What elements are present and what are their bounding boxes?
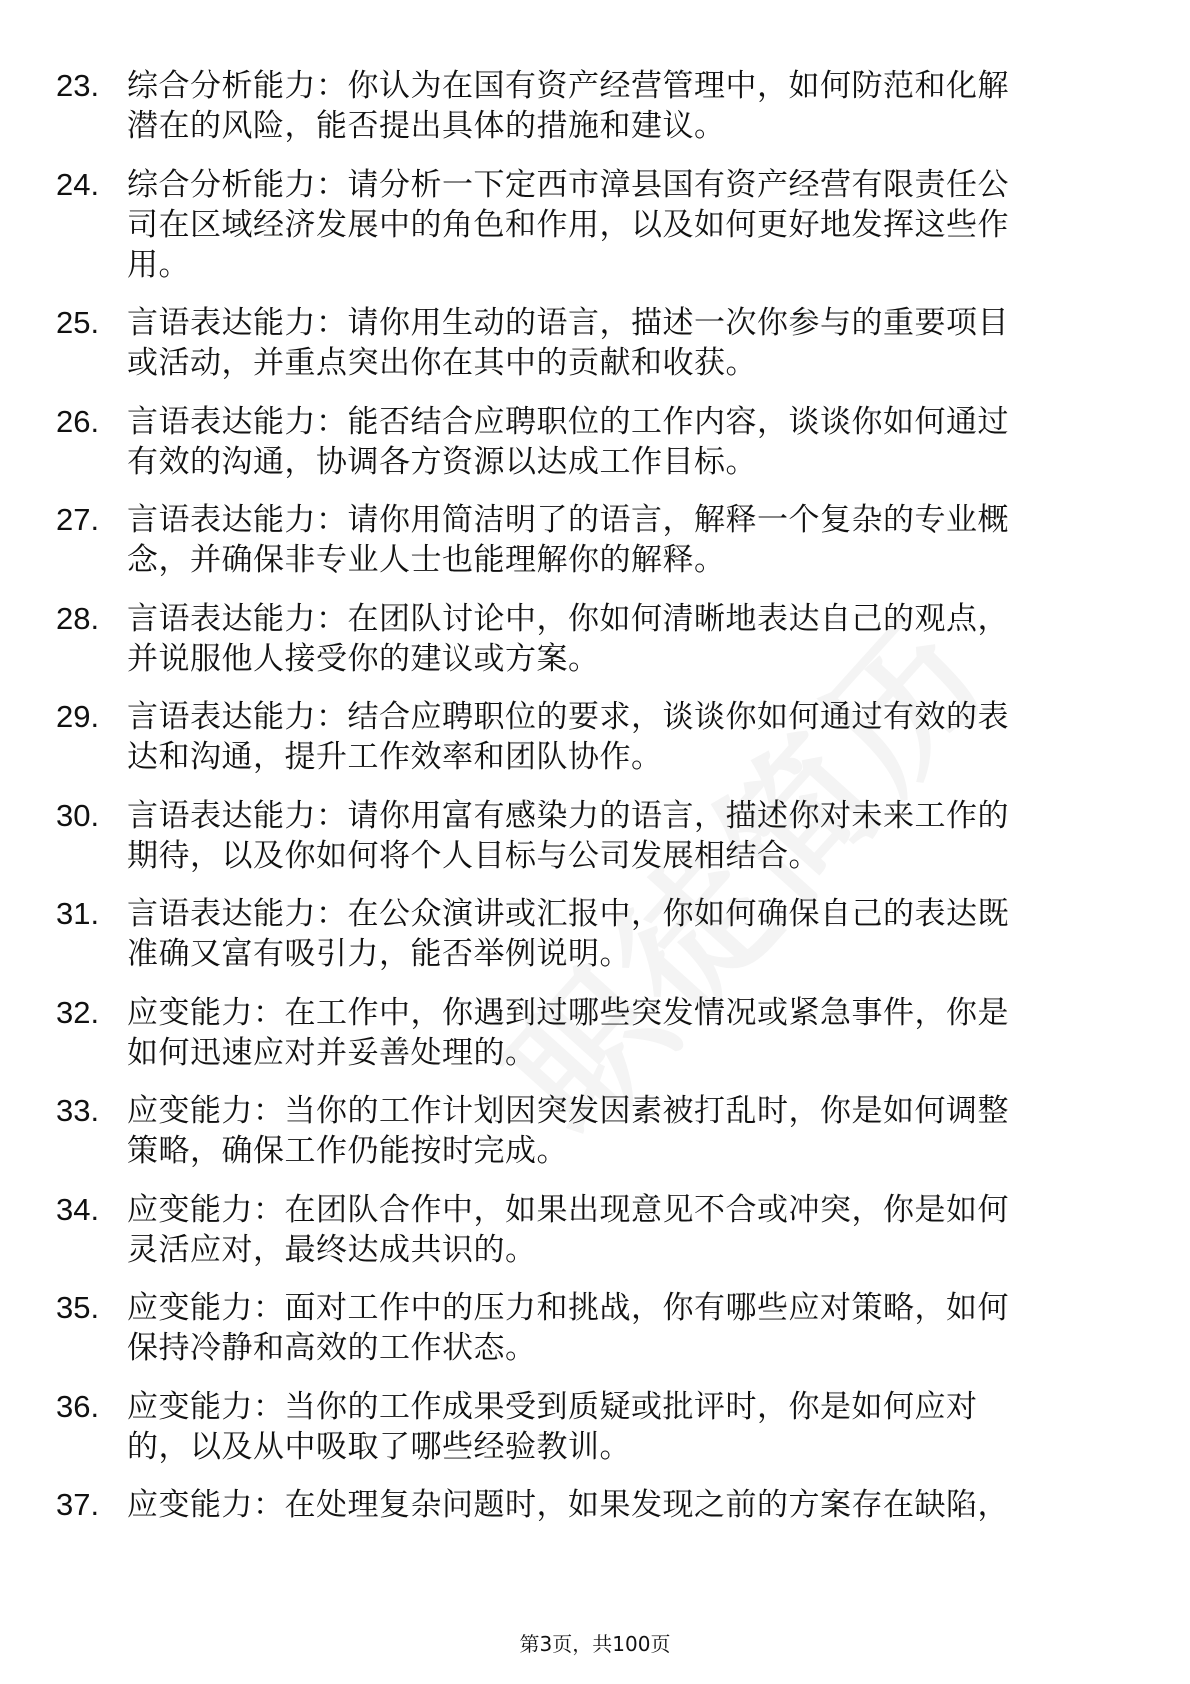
question-line: 应变能力：在团队合作中，如果出现意见不合或冲突，你是如何 — [127, 1191, 1009, 1228]
question-line: 言语表达能力：请你用简洁明了的语言，解释一个复杂的专业概 — [127, 502, 1009, 538]
question-line: 或活动，并重点突出你在其中的贡献和收获。 — [127, 345, 757, 381]
question-text — [127, 599, 1102, 679]
question-line: 应变能力：面对工作中的压力和挑战，你有哪些应对策略，如何 — [127, 1290, 1009, 1326]
question-line: 应变能力：在工作中，你遇到过哪些突发情况或紧急事件，你是 — [127, 994, 1009, 1031]
question-number: 27. — [56, 502, 100, 537]
question-line: 有效的沟通，协调各方资源以达成工作目标。 — [127, 443, 757, 480]
question-text — [127, 66, 1102, 146]
question-text — [127, 697, 1102, 777]
question-line: 言语表达能力：在团队讨论中，你如何清晰地表达自己的观点， — [127, 600, 1009, 637]
question-line: 并说服他人接受你的建议或方案。 — [127, 640, 600, 677]
question-text — [127, 402, 1102, 482]
question-number: 33. — [56, 1093, 100, 1128]
question-line: 策略，确保工作仍能按时完成。 — [127, 1133, 568, 1169]
question-line: 用。 — [127, 246, 190, 283]
question-text — [127, 796, 1102, 876]
question-number: 32. — [56, 994, 100, 1030]
question-number: 36. — [56, 1388, 100, 1424]
question-line: 综合分析能力：你认为在国有资产经营管理中，如何防范和化解 — [127, 68, 1009, 104]
question-number: 35. — [56, 1290, 100, 1325]
question-number: 37. — [56, 1487, 100, 1522]
question-line: 司在区域经济发展中的角色和作用，以及如何更好地发挥这些作 — [127, 206, 1009, 243]
question-line: 应变能力：当你的工作成果受到质疑或批评时，你是如何应对 — [127, 1388, 978, 1425]
question-text — [127, 1288, 1102, 1368]
question-line: 应变能力：当你的工作计划因突发因素被打乱时，你是如何调整 — [127, 1093, 1009, 1129]
question-number: 30. — [56, 797, 100, 833]
question-number: 25. — [56, 305, 100, 340]
question-text — [127, 894, 1102, 974]
question-line: 达和沟通，提升工作效率和团队协作。 — [127, 739, 663, 775]
question-line: 言语表达能力：请你用生动的语言，描述一次你参与的重要项目 — [127, 305, 1009, 341]
question-line: 应变能力：在处理复杂问题时，如果发现之前的方案存在缺陷， — [127, 1487, 1009, 1523]
page-footer: 第3页，共100页 — [519, 1632, 671, 1656]
question-line: 言语表达能力：请你用富有感染力的语言，描述你对未来工作的 — [127, 797, 1009, 834]
question-line: 言语表达能力：在公众演讲或汇报中，你如何确保自己的表达既 — [127, 896, 1009, 932]
question-number: 29. — [56, 699, 100, 734]
question-line: 潜在的风险，能否提出具体的措施和建议。 — [127, 108, 726, 144]
question-line: 保持冷静和高效的工作状态。 — [127, 1330, 537, 1366]
question-text — [127, 993, 1102, 1073]
question-line: 灵活应对，最终达成共识的。 — [127, 1231, 537, 1268]
question-line: 言语表达能力：能否结合应聘职位的工作内容，谈谈你如何通过 — [127, 403, 1009, 440]
question-text — [127, 165, 1102, 285]
question-number: 23. — [56, 68, 100, 103]
question-text — [127, 1485, 1102, 1525]
question-text — [127, 1091, 1102, 1171]
question-number: 24. — [56, 166, 100, 202]
question-text — [127, 1190, 1102, 1270]
question-line: 期待，以及你如何将个人目标与公司发展相结合。 — [127, 837, 820, 874]
question-line: 言语表达能力：结合应聘职位的要求，谈谈你如何通过有效的表 — [127, 699, 1009, 735]
question-line: 准确又富有吸引力，能否举例说明。 — [127, 936, 631, 972]
question-line: 如何迅速应对并妥善处理的。 — [127, 1034, 537, 1071]
question-number: 31. — [56, 896, 100, 931]
question-text — [127, 1387, 1102, 1467]
question-text — [127, 303, 1102, 383]
question-number: 26. — [56, 403, 100, 439]
question-number: 34. — [56, 1191, 100, 1227]
question-line: 念，并确保非专业人士也能理解你的解释。 — [127, 542, 726, 578]
question-number: 28. — [56, 600, 100, 636]
question-line: 的，以及从中吸取了哪些经验教训。 — [127, 1428, 631, 1465]
question-text — [127, 500, 1102, 580]
question-line: 综合分析能力：请分析一下定西市漳县国有资产经营有限责任公 — [127, 166, 1009, 203]
